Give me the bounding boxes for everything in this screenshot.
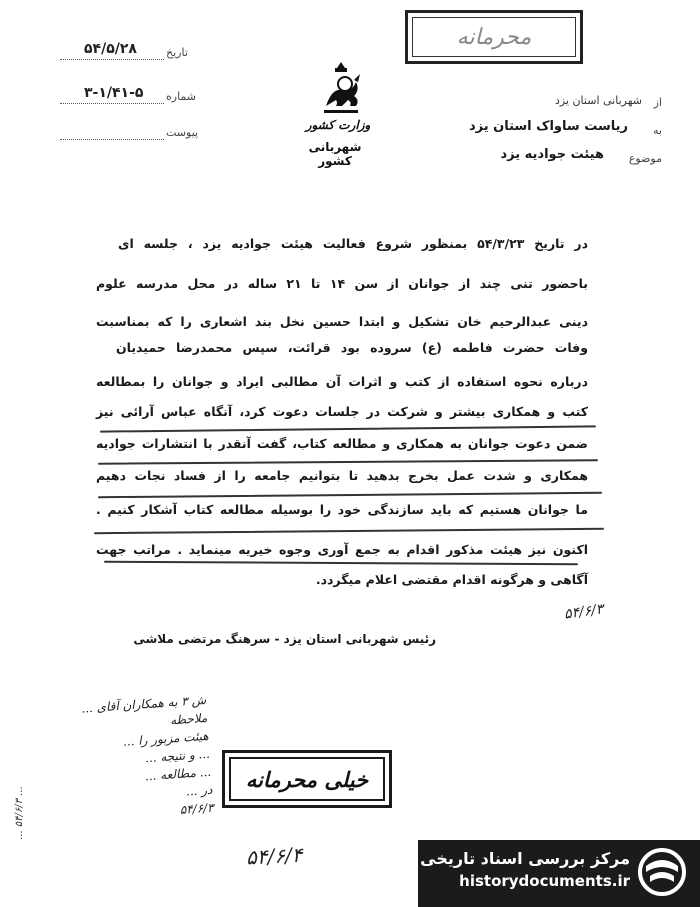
watermark-url[interactable]: historydocuments.ir (459, 872, 630, 890)
to-label: به (653, 124, 662, 137)
handwritten-underline-3 (98, 492, 602, 498)
body-line-1: در تاریخ ۵۴/۳/۲۳ بمنظور شروع فعالیت هیئت جوادیه یزد ، جلسه ای (118, 236, 588, 251)
body-line-11: آگاهی و هرگونه اقدام مقتضی اعلام میگردد. (315, 572, 588, 587)
number-label: شماره (166, 90, 197, 103)
subject-value: هیئت جوادیه یزد (500, 147, 604, 162)
handwritten-underline-5 (104, 561, 578, 565)
signature-line: رئیس شهربانی استان یزد - سرهنگ مرتضی ملاشی (133, 632, 436, 646)
handwritten-note-line-6: ۵۴/۶/۳ (179, 800, 215, 817)
attachment-label: پیوست (166, 126, 199, 139)
handwritten-note-line-4: ... مطالعه ... (144, 764, 212, 784)
handwritten-bottom-date: ۵۴/۶/۴ (245, 842, 304, 870)
body-line-2: باحضور تنی چند از جوانان از سن ۱۴ تا ۲۱ ساله در محل مدرسه علوم (96, 276, 588, 291)
handwritten-vertical-margin: ... ۵۴/۶/۳ ... (14, 786, 25, 840)
handwritten-note-line-2: هیئت مزبور را ... (122, 728, 210, 749)
top-secret-stamp-text: خیلی محرمانه (245, 766, 369, 792)
handwritten-note-line-3: ... و نتیجه ... (144, 746, 211, 766)
body-line-10: اکنون نیز هیئت مذکور اقدام به جمع آوری وجوه خیریه مینماید . مراتب جهت (96, 542, 588, 557)
body-line-5: درباره نحوه استفاده از کتب و اثرات آن مطالبی ایراد و جوانان را بمطالعه (96, 374, 588, 389)
ministry-name: وزارت کشور (305, 118, 371, 132)
body-line-7: ضمن دعوت جوانان به همکاری و مطالعه کتاب، گفت آنقدر با انتشارات جوادیه (96, 436, 588, 451)
date-dots (60, 58, 164, 60)
number-dots (60, 102, 164, 104)
from-label: از (653, 96, 662, 109)
subject-label: موضوع (628, 152, 662, 165)
handwritten-note-line-1: ش ۳ به همکاران آقای ... ملاحظه (80, 692, 208, 728)
date-label: تاریخ (166, 46, 188, 59)
body-line-3: دینی عبدالرحیم خان تشکیل و ابتدا حسین نخل بند اشعاری را که بمناسبت (96, 314, 588, 329)
watermark-title: مرکز بررسی اسناد تاریخی (420, 849, 630, 868)
handwritten-underline-2 (98, 459, 598, 464)
handwritten-note (56, 691, 214, 827)
date-value: ۵۴/۵/۲۸ (84, 41, 137, 57)
to-value: ریاست ساواک استان یزد (468, 119, 628, 134)
body-line-6: کتب و همکاری بیشتر و شرکت در جلسات دعوت کرد، آنگاه عباس آرائی نیز (96, 404, 588, 419)
organization-name: شهربانی کشور (308, 140, 362, 168)
from-value: شهربانی استان یزد (554, 94, 642, 107)
attachment-dots (60, 138, 164, 140)
confidential-stamp-top-text: محرمانه (456, 24, 532, 50)
lion-and-sun-emblem-icon (318, 60, 364, 118)
archive-logo-icon (636, 846, 688, 898)
handwritten-underline-1 (100, 425, 596, 432)
number-value: ۳-۱/۴۱-۵ (84, 85, 144, 101)
top-secret-stamp-bottom (222, 750, 392, 808)
confidential-stamp-top (405, 10, 583, 64)
handwritten-margin-date: ۵۴/۶/۳ (563, 601, 605, 623)
body-line-9: ما جوانان هستیم که باید سازندگی خود را بوسیله مطالعه کتاب آشکار کنیم . (96, 502, 588, 517)
body-line-4: وفات حضرت فاطمه (ع) سروده بود قرائت، سپس محمدرضا حمیدیان (116, 340, 588, 355)
body-line-8: همکاری و شدت عمل بخرج بدهید تا بتوانیم جامعه را از فساد نجات دهیم (96, 468, 588, 483)
handwritten-note-line-5: در ... (185, 782, 213, 799)
handwritten-underline-4 (94, 528, 604, 534)
